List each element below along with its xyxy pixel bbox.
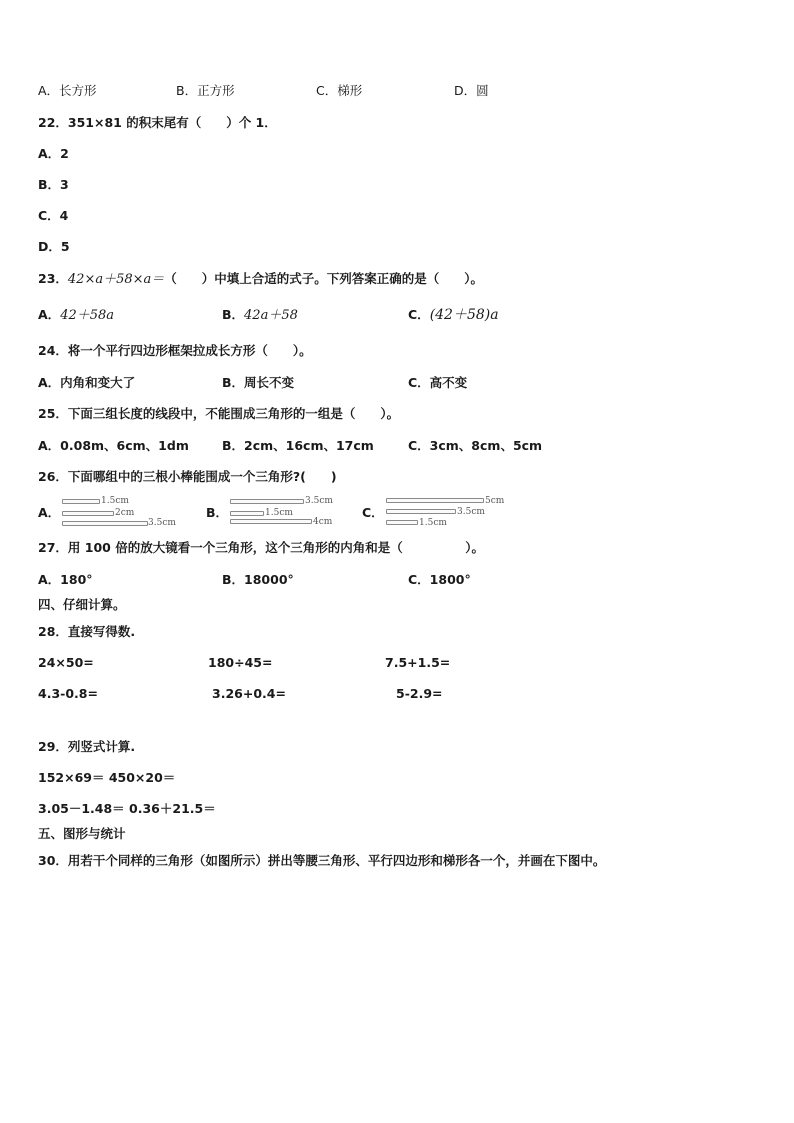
q21-option-b: B．正方形	[176, 83, 235, 98]
q26-b-stick-2	[230, 511, 264, 516]
q28-calc-6: 5-2.9=	[396, 686, 443, 701]
q23-option-c-expr: (42＋58)a	[429, 307, 499, 323]
q25-option-a: A．0.08m、6cm、1dm	[38, 438, 189, 453]
q26-c-label-2: 3.5cm	[457, 507, 485, 517]
q30-stem: 30．用若干个同样的三角形（如图所示）拼出等腰三角形、平行四边形和梯形各一个，并画在下图中。	[38, 853, 606, 868]
q26-b-stick-1	[230, 499, 304, 504]
q26-a-label-3: 3.5cm	[148, 518, 176, 528]
q26-b-stick-3	[230, 519, 312, 524]
q26-c-stick-1	[386, 498, 484, 503]
q22-option-b: B．3	[38, 177, 69, 192]
section-5-heading: 五、图形与统计	[38, 826, 126, 841]
q27-option-c: C．1800°	[408, 572, 471, 587]
q27-option-a: A．180°	[38, 572, 93, 587]
q28-calc-5: 3.26+0.4=	[212, 686, 286, 701]
q25-option-b: B．2cm、16cm、17cm	[222, 438, 374, 453]
q28-calc-3: 7.5+1.5=	[385, 655, 451, 670]
q23-option-a	[38, 307, 114, 324]
q26-a-stick-1	[62, 499, 100, 504]
q23-expression: 42×a＋58×a＝	[67, 272, 165, 287]
q21-option-a: A．长方形	[38, 83, 97, 98]
q26-b-label-3: 4cm	[313, 517, 333, 527]
q26-c-label-1: 5cm	[485, 496, 505, 506]
q26-b-label-2: 1.5cm	[265, 508, 293, 518]
q23-option-b-letter: B．	[222, 307, 245, 322]
q27-option-b: B．18000°	[222, 572, 294, 587]
q26-a-label-2: 2cm	[115, 508, 135, 518]
q23-option-a-letter: A．	[38, 307, 61, 322]
q26-a-stick-3	[62, 521, 148, 526]
q26-option-a-letter: A．	[38, 505, 61, 520]
q23-option-b-expr: 42a＋58	[244, 308, 298, 323]
q29-stem: 29．列竖式计算.	[38, 739, 136, 754]
q25-stem: 25．下面三组长度的线段中，不能围成三角形的一组是（ ）。	[38, 406, 400, 421]
q27-stem: 27．用 100 倍的放大镜看一个三角形，这个三角形的内角和是（ ）。	[38, 540, 484, 555]
q24-option-a: A．内角和变大了	[38, 375, 136, 390]
q26-c-stick-2	[386, 509, 456, 514]
q24-option-b: B．周长不变	[222, 375, 295, 390]
q21-option-d: D．圆	[454, 83, 489, 98]
q22-option-c: C．4	[38, 208, 69, 223]
q26-c-stick-3	[386, 520, 418, 525]
q23-option-b	[222, 307, 298, 324]
q24-stem: 24．将一个平行四边形框架拉成长方形（ ）。	[38, 343, 312, 358]
q29-row-2: 3.05－1.48＝ 0.36＋21.5＝	[38, 801, 216, 816]
q22-stem: 22．351×81 的积末尾有（ ）个 1．	[38, 115, 277, 130]
q24-option-c: C．高不变	[408, 375, 468, 390]
q23-number: 23．	[38, 271, 68, 286]
q29-row-1: 152×69＝ 450×20＝	[38, 770, 176, 785]
q23-option-a-expr: 42＋58a	[60, 308, 115, 323]
q23-stem	[38, 271, 483, 288]
q26-option-c-letter: C．	[362, 505, 384, 520]
q21-option-c: C．梯形	[316, 83, 363, 98]
q23-stem-rest: （ ）中填上合适的式子。下列答案正确的是（ ）。	[164, 271, 484, 286]
q22-option-d: D．5	[38, 239, 70, 254]
q26-a-stick-2	[62, 511, 114, 516]
q26-b-label-1: 3.5cm	[305, 496, 333, 506]
q23-option-c	[408, 307, 499, 323]
q25-option-c: C．3cm、8cm、5cm	[408, 438, 543, 453]
q28-calc-1: 24×50=	[38, 655, 94, 670]
q28-stem: 28．直接写得数.	[38, 624, 136, 639]
q28-calc-4: 4.3-0.8=	[38, 686, 98, 701]
section-4-heading: 四、仔细计算。	[38, 597, 126, 612]
q26-option-b-letter: B．	[206, 505, 229, 520]
q23-option-c-letter: C．	[408, 307, 430, 322]
q26-c-label-3: 1.5cm	[419, 518, 447, 528]
q26-stem: 26．下面哪组中的三根小棒能围成一个三角形?( )	[38, 469, 337, 484]
q28-calc-2: 180÷45=	[208, 655, 273, 670]
q26-a-label-1: 1.5cm	[101, 496, 129, 506]
q22-option-a: A．2	[38, 146, 69, 161]
